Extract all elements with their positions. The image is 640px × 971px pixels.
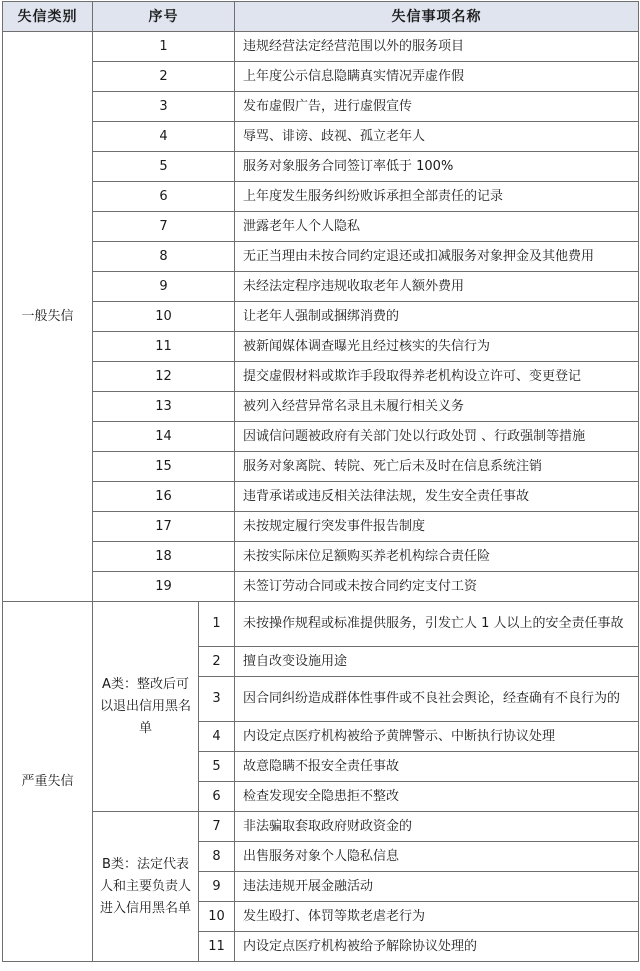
item-description: 上年度公示信息隐瞒真实情况弄虚作假 bbox=[235, 62, 639, 92]
table-row bbox=[3, 512, 639, 542]
item-description: 被新闻媒体调查曝光且经过核实的失信行为 bbox=[235, 332, 639, 362]
item-description: 服务对象服务合同签订率低于 100% bbox=[235, 152, 639, 182]
table-row bbox=[3, 392, 639, 422]
table-row bbox=[3, 242, 639, 272]
item-number: 4 bbox=[93, 122, 235, 152]
item-number: 8 bbox=[199, 842, 235, 872]
item-description: 故意隐瞒不报安全责任事故 bbox=[235, 752, 639, 782]
item-number: 3 bbox=[93, 92, 235, 122]
item-number: 17 bbox=[93, 512, 235, 542]
item-number: 11 bbox=[93, 332, 235, 362]
item-description: 泄露老年人个人隐私 bbox=[235, 212, 639, 242]
item-number: 2 bbox=[199, 647, 235, 677]
table-row bbox=[3, 32, 639, 62]
item-description: 让老年人强制或捆绑消费的 bbox=[235, 302, 639, 332]
table-row bbox=[3, 272, 639, 302]
item-number: 15 bbox=[93, 452, 235, 482]
item-description: 未经法定程序违规收取老年人额外费用 bbox=[235, 272, 639, 302]
table-row bbox=[3, 92, 639, 122]
table-row bbox=[3, 152, 639, 182]
item-description: 服务对象离院、转院、死亡后未及时在信息系统注销 bbox=[235, 452, 639, 482]
subcategory-b: B类：法定代表人和主要负责人进入信用黑名单 bbox=[93, 812, 199, 962]
item-number: 3 bbox=[199, 677, 235, 722]
item-number: 14 bbox=[93, 422, 235, 452]
item-number: 10 bbox=[199, 902, 235, 932]
item-description: 被列入经营异常名录且未履行相关义务 bbox=[235, 392, 639, 422]
table-row bbox=[3, 302, 639, 332]
header-number: 序号 bbox=[93, 2, 235, 32]
header-row bbox=[3, 2, 639, 32]
item-description: 发生殴打、体罚等欺老虐老行为 bbox=[235, 902, 639, 932]
item-description: 违背承诺或违反相关法律法规，发生安全责任事故 bbox=[235, 482, 639, 512]
table-row bbox=[3, 332, 639, 362]
item-number: 5 bbox=[199, 752, 235, 782]
item-number: 6 bbox=[93, 182, 235, 212]
category-general: 一般失信 bbox=[3, 32, 93, 602]
table-row bbox=[3, 452, 639, 482]
item-number: 7 bbox=[93, 212, 235, 242]
category-serious: 严重失信 bbox=[3, 602, 93, 962]
table-row bbox=[3, 182, 639, 212]
item-description: 辱骂、诽谤、歧视、孤立老年人 bbox=[235, 122, 639, 152]
item-number: 4 bbox=[199, 722, 235, 752]
item-description: 发布虚假广告，进行虚假宣传 bbox=[235, 92, 639, 122]
item-number: 6 bbox=[199, 782, 235, 812]
item-number: 18 bbox=[93, 542, 235, 572]
item-number: 11 bbox=[199, 932, 235, 962]
item-description: 检查发现安全隐患拒不整改 bbox=[235, 782, 639, 812]
table-row bbox=[3, 122, 639, 152]
header-category: 失信类别 bbox=[3, 2, 93, 32]
credit-table bbox=[2, 1, 639, 962]
item-description: 未按实际床位足额购买养老机构综合责任险 bbox=[235, 542, 639, 572]
subcategory-a: A类：整改后可以退出信用黑名单 bbox=[93, 602, 199, 812]
item-description: 未签订劳动合同或未按合同约定支付工资 bbox=[235, 572, 639, 602]
item-description: 上年度发生服务纠纷败诉承担全部责任的记录 bbox=[235, 182, 639, 212]
item-description: 违规经营法定经营范围以外的服务项目 bbox=[235, 32, 639, 62]
header-item-name: 失信事项名称 bbox=[235, 2, 639, 32]
item-description: 未按规定履行突发事件报告制度 bbox=[235, 512, 639, 542]
item-number: 19 bbox=[93, 572, 235, 602]
table-row bbox=[3, 602, 639, 647]
table-row bbox=[3, 542, 639, 572]
item-number: 12 bbox=[93, 362, 235, 392]
item-number: 9 bbox=[199, 872, 235, 902]
item-description: 内设定点医疗机构被给予解除协议处理的 bbox=[235, 932, 639, 962]
table-row bbox=[3, 812, 639, 842]
item-number: 10 bbox=[93, 302, 235, 332]
item-number: 2 bbox=[93, 62, 235, 92]
item-description: 非法骗取套取政府财政资金的 bbox=[235, 812, 639, 842]
table-row bbox=[3, 212, 639, 242]
item-number: 1 bbox=[199, 602, 235, 647]
item-number: 9 bbox=[93, 272, 235, 302]
item-number: 13 bbox=[93, 392, 235, 422]
item-description: 无正当理由未按合同约定退还或扣减服务对象押金及其他费用 bbox=[235, 242, 639, 272]
table-row bbox=[3, 362, 639, 392]
item-number: 8 bbox=[93, 242, 235, 272]
item-description: 违法违规开展金融活动 bbox=[235, 872, 639, 902]
item-number: 7 bbox=[199, 812, 235, 842]
item-description: 因诚信问题被政府有关部门处以行政处罚 、行政强制等措施 bbox=[235, 422, 639, 452]
item-description: 提交虚假材料或欺诈手段取得养老机构设立许可、变更登记 bbox=[235, 362, 639, 392]
credit-table-body bbox=[3, 2, 639, 962]
item-number: 5 bbox=[93, 152, 235, 182]
item-description: 出售服务对象个人隐私信息 bbox=[235, 842, 639, 872]
item-description: 未按操作规程或标准提供服务，引发亡人 1 人以上的安全责任事故 bbox=[235, 602, 639, 647]
table-row bbox=[3, 482, 639, 512]
item-number: 1 bbox=[93, 32, 235, 62]
table-row bbox=[3, 422, 639, 452]
table-row bbox=[3, 572, 639, 602]
table-row bbox=[3, 62, 639, 92]
item-description: 因合同纠纷造成群体性事件或不良社会舆论，经查确有不良行为的 bbox=[235, 677, 639, 722]
item-number: 16 bbox=[93, 482, 235, 512]
item-description: 擅自改变设施用途 bbox=[235, 647, 639, 677]
item-description: 内设定点医疗机构被给予黄牌警示、中断执行协议处理 bbox=[235, 722, 639, 752]
